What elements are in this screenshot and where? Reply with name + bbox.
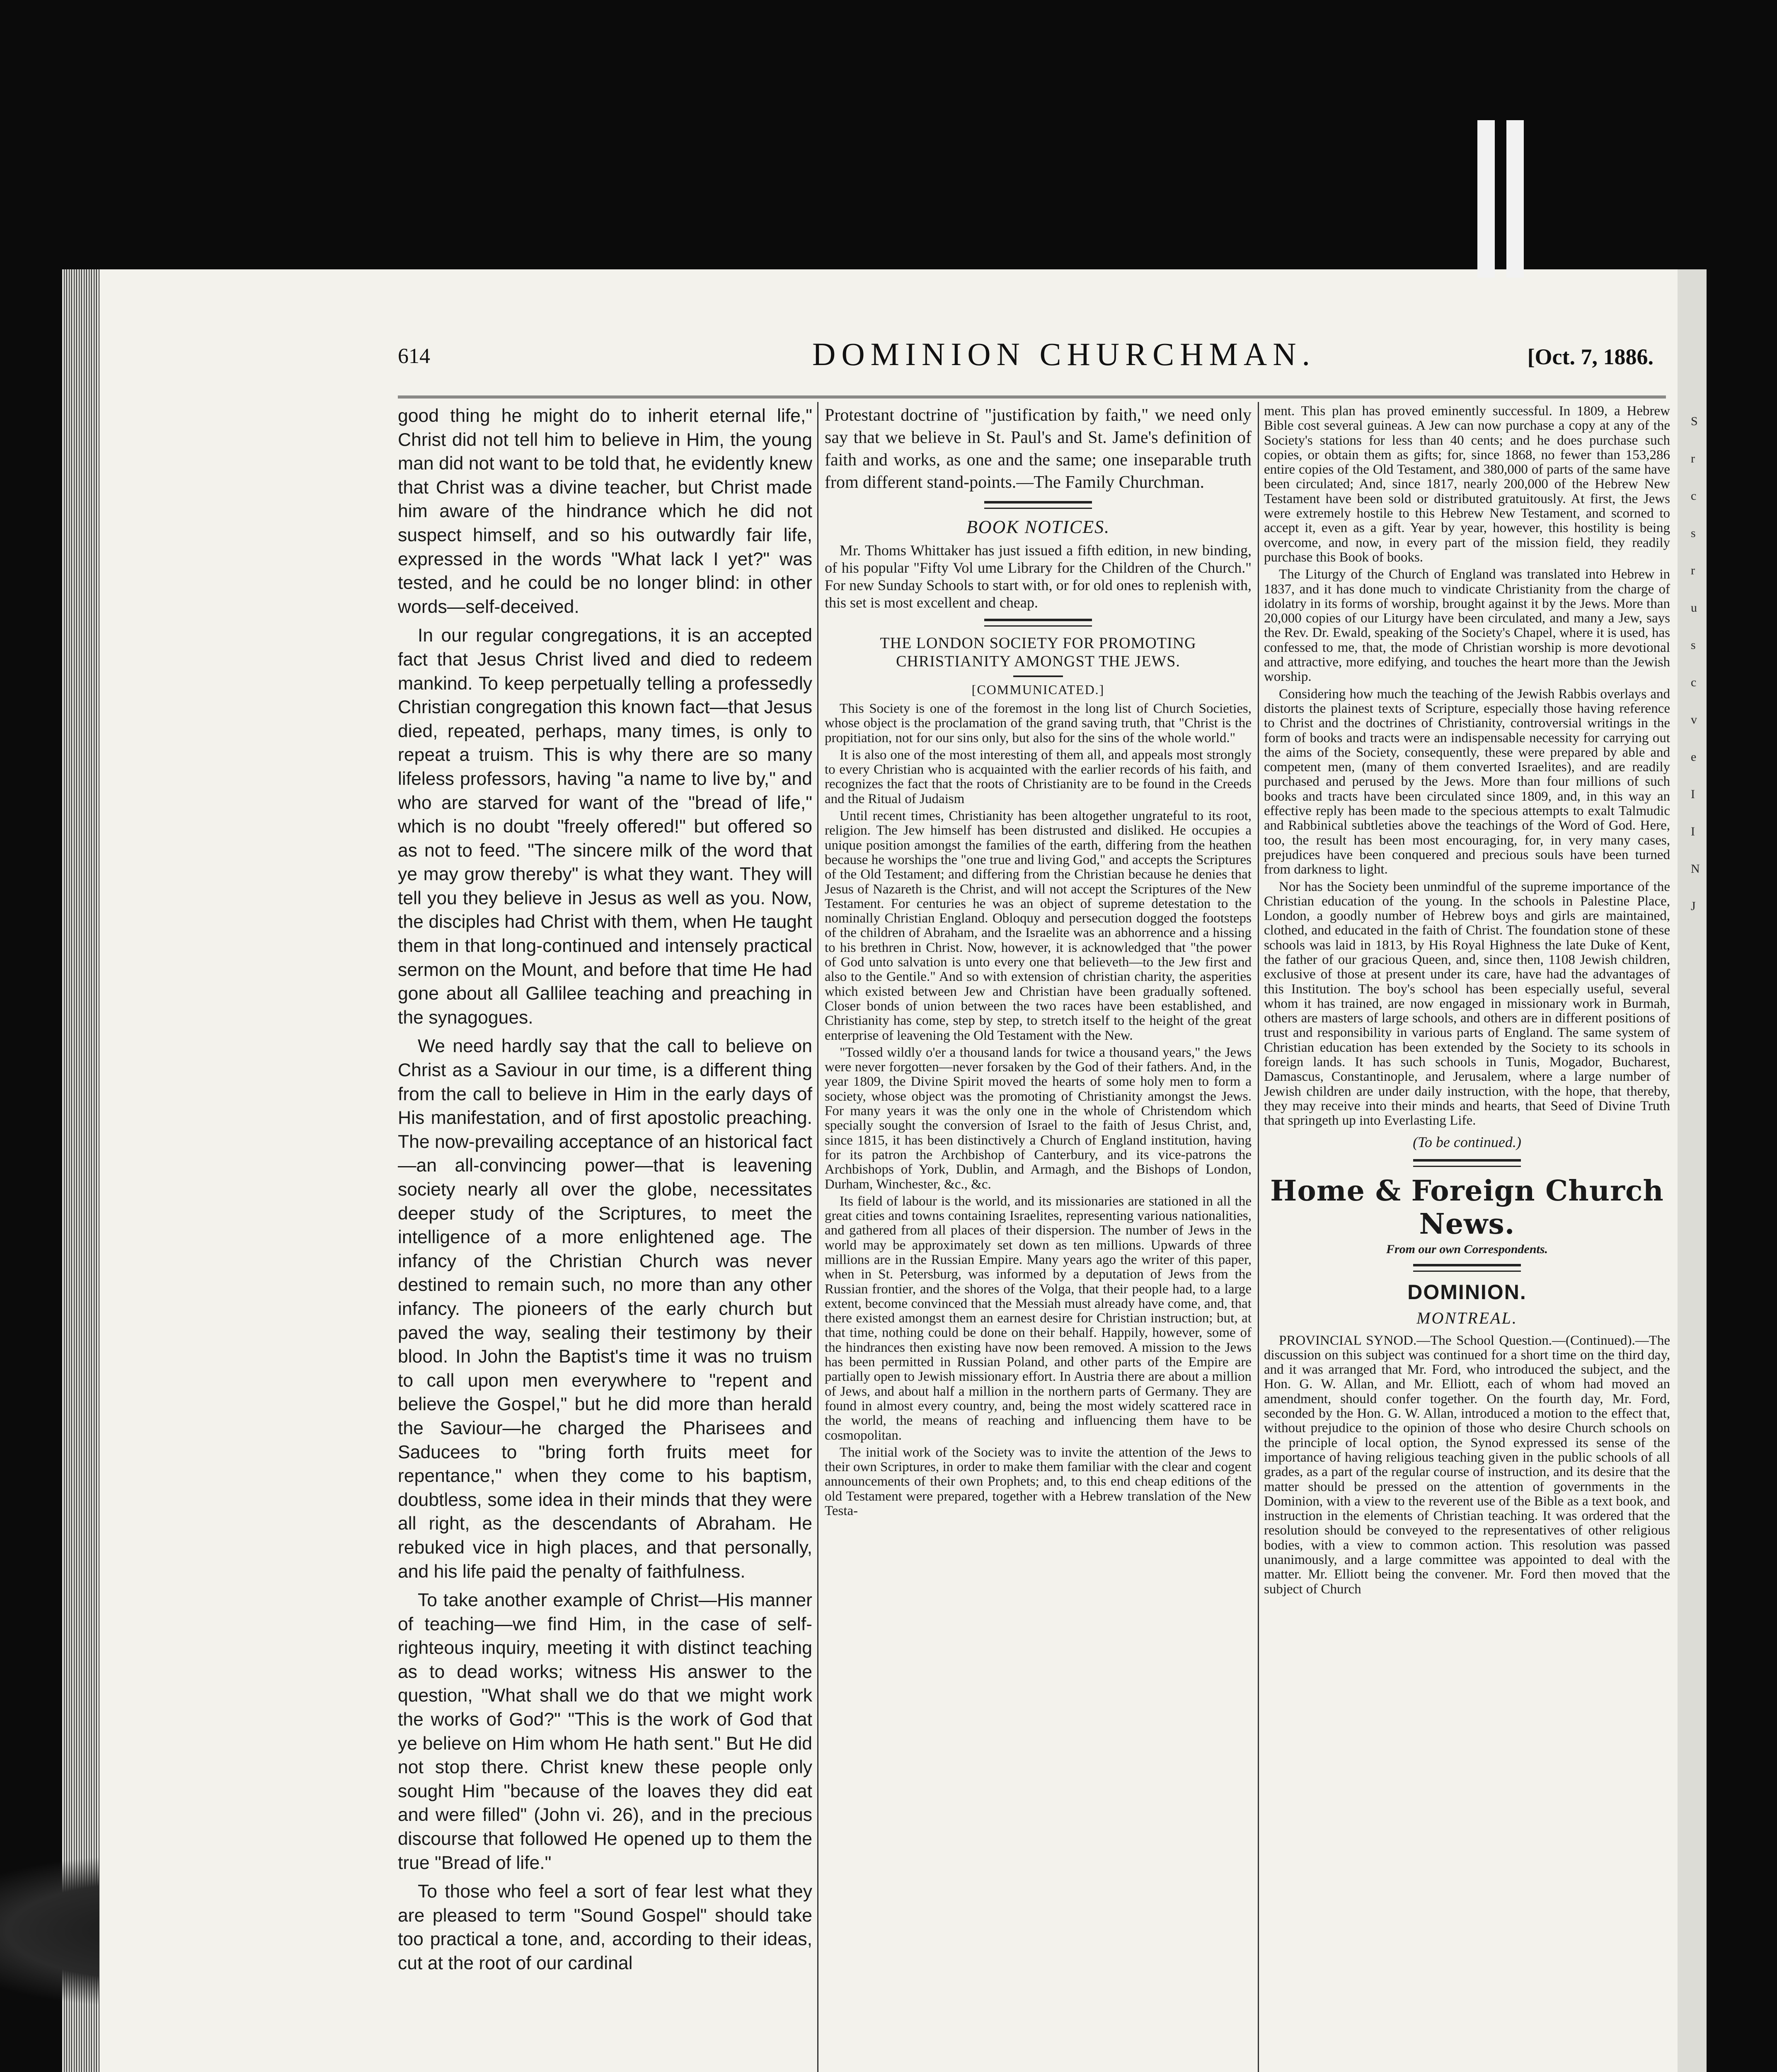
col1-paragraph: good thing he might do to inherit eternal life," Christ did not tell him to believe in Him, the young man did not want to be told that, he evidently knew that Christ was a divine teacher, but Christ made him aware of the hindrance which he did not suspect himself, and so his outwardly fair life, expressed in the words "What lack I yet?" was tested, and he could be no longer blind: in other words—self-deceived. [398,406,812,617]
society-paragraph: "Tossed wildly o'er a thousand lands for twice a thousand years," the Jews were never forgotten—never forsaken by the God of their fathers. And, in the year 1809, the Divine Spirit moved the hearts of some holy men to form a society, whose object was the promoting of Christianity amongst the Jews. For many years it was the only one in the whole of Christendom which specially sought the conversion of Israel to the faith of Jesus Christ, and, since 1815, it has been distinctively a Church of England institution, having for its patron the Archbishop of Canterbury, and its vice-patrons the Archbishops of York, Dublin, and Armagh, and the Bishops of London, Durham, Winchester, &c., &c. [825,1045,1252,1192]
society-paragraph: The initial work of the Society was to invite the attention of the Jews to their own Scriptures, in order to make them familiar with the clear and cogent announcements of their own Prophets; and, to this end cheap editions of the old Testament were prepared, together with a Hebrew translation of the New Testa- [825,1445,1252,1519]
facing-page-letter: r [1691,564,1695,577]
to-be-continued: (To be continued.) [1413,1133,1521,1150]
section-rule [1413,1159,1521,1167]
col1-paragraph: To those who feel a sort of fear lest what they are pleased to term "Sound Gospel" should take too practical a tone, and, according to their ideas, cut at the root of our cardinal [398,1881,812,1973]
society-paragraph: It is also one of the most interesting of them all, and appeals most strongly to every Christian who is acquainted with the earlier records of his faith, and recognizes the fact that the roots of Christianity are to be found in the Creeds and the Ritual of Judaism [825,747,1252,806]
column-rule-2 [1258,402,1259,2072]
section-rule [1413,1264,1521,1272]
synod-paragraph: PROVINCIAL SYNOD.—The School Question.—(Continued).—The discussion on this subject was continued for a short time on the third day, and it was arranged that Mr. Ford, who introduced the subject, and the Hon. G. W. Allan, and Mr. Elliott, each of whom had moved an amendment, should confer together. On the fourth day, Mr. Ford, seconded by the Hon. G. W. Allan, introduced a motion to the effect that, without prejudice to the opinion of those who desire Church schools on the principle of local option, the Synod expressed its sense of the importance of having religious teaching given in the public schools of all grades, as a part of the regular course of instruction, and its desire that the matter should be pressed on the attention of governments in the Dominion, with a view to the reverent use of the Bible as a text book, and instruction in the elements of Christian teaching. It was ordered that the resolution should be conveyed to the representatives of other religious bodies, with a view to common action. This resolution was passed unanimously, and a large committee was appointed to deal with the matter. Mr. Elliott being the convener. Mr. Ford then moved that the subject of Church [1264,1333,1670,1597]
society-paragraph: ment. This plan has proved eminently successful. In 1809, a Hebrew Bible cost several guineas. A Jew can now purchase a copy at any of the Society's stations for less than 40 cents; and he does purchase such copies, or obtain them as gifts; for, since 1868, no fewer than 153,286 entire copies of the Old Testament, and 380,000 of parts of the same have been circulated; And, since 1817, nearly 200,000 of the Hebrew New Testament have been sold or distributed gratuitously. At first, the Jews were extremely hostile to this Hebrew New Testament, and scorned to accept it, even as a gift. Year by year, however, this hostility is being overcome, and now, in every part of the mission field, they readily purchase this Book of books. [1264,404,1670,565]
issue-date: [Oct. 7, 1886. [1527,344,1654,369]
city-montreal: MONTREAL. [1416,1308,1518,1327]
society-paragraph: The Liturgy of the Church of England was translated into Hebrew in 1837, and it has done much to vindicate Christianity from the charge of idolatry in its forms of worship, brought against it by the Jews. More than 20,000 copies of our Liturgy have been circulated, and many a Jew, says the Rev. Dr. Ewald, speaking of the Society's Chapel, where it is used, has confessed to me, that, the mode of Christian worship is more devotional and attractive, more edifying, and touches the heart more than the Jewish worship. [1264,567,1670,685]
section-rule [984,619,1092,627]
column-2 [825,404,1252,1521]
society-heading: THE LONDON SOCIETY FOR PROMOTING CHRISTIANITY AMONGST THE JEWS. [880,634,1196,670]
news-subheading: From our own Correspondents. [1386,1242,1548,1256]
short-rule [1013,675,1063,677]
facing-page-letter: r [1691,452,1695,465]
col1-paragraph: To take another example of Christ—His manner of teaching—we find Him, in the case of self-righteous inquiry, meeting it with distinct teaching as to dead works; witness His answer to the question, "What shall we do that we might work the works of God?" "This is the work of God that ye believe on Him whom He hath sent." But He did not stop there. Christ knew these people only sought Him "because of the loaves they did eat and were filled" (John vi. 26), and in the precious discourse that followed He opened up to them the true "Bread of life." [398,1590,812,1873]
facing-page-letter: s [1691,526,1696,540]
facing-page-letter: u [1691,601,1697,615]
facing-page-letter: I [1691,825,1695,838]
column-3 [1264,404,1670,1599]
col1-paragraph: In our regular congregations, it is an accepted fact that Jesus Christ lived and died to redeem mankind. To keep perpetually telling a professedly Christian congregation this known fact—that Jesus died, repeated, perhaps, many times, is only to repeat a truism. This is why there are so many lifeless professors, having "a name to live by," and who are starved for want of the "bread of life," which is no doubt "freely offered!" but offered so as not to feed. "The sincere milk of the word that ye may grow thereby" is what they want. They will tell you they believe in Jesus as well as you. Now, the disciples had Christ with them, when He taught them in that long-continued and intensely practical sermon on the Mount, and before that time He had gone about all Gallilee teaching and preaching in the synagogues. [398,625,812,1028]
scanner-bar-left [1477,120,1495,278]
section-rule [984,501,1092,509]
facing-page-letter: I [1691,787,1695,801]
facing-page-letter: e [1691,750,1697,764]
society-paragraph: This Society is one of the foremost in the long list of Church Societies, whose object is the proclamation of the grand saving truth, that "Christ is the propitiation, not for our sins only, but also for the sins of the whole world." [825,701,1252,746]
scanner-bar-right [1506,120,1524,278]
facing-page-letter: S [1691,414,1698,428]
facing-page-letter: N [1691,862,1700,876]
society-paragraph: Until recent times, Christianity has been altogether ungrateful to its root, religion. The Jew himself has been distrusted and disliked. He occupies a unique position amongst the families of the earth, differing from the heathen because he worships the "one true and living God," and accepts the Scriptures of the Old Testament; and differing from the Christian because he denies that Jesus of Nazareth is the Christ, and will not accept the Scriptures of the New Testament. For centuries he was an object of supreme detestation to the nominally Christian England. Obloquy and persecution dogged the footsteps of the children of Abraham, and the Israelite was an abhorrence and a hissing to his brethren in Christ. Now, however, it is acknowledged that "the power of God unto salvation is unto every one that believeth—to the Jew first and also to the Gentile." And so with extension of christian charity, the asperities which existed between Jew and Christian have been gradually softened. Closer bonds of union between the two races have been established, and Christianity has come, step by step, to stretch itself to the height of the great enterprise of leavening the Old Testament with the New. [825,808,1252,1043]
facing-page-letter: s [1691,638,1696,652]
masthead: DOMINION CHURCHMAN. [812,336,1316,372]
facing-page-letter: J [1691,899,1696,913]
facing-page-letter: c [1691,675,1697,689]
header-rule [398,396,1666,398]
col1-paragraph: We need hardly say that the call to believe on Christ as a Saviour in our time, is a different thing from the call to believe in Him in the early days of His manifestation, and of first apostolic preaching. The now-prevailing acceptance of an historical fact—an all-convincing power—that is leavening society nearly all over the globe, necessitates deeper study of the Scriptures, to meet the intelligence of a more enlightened age. The infancy of the Christian Church was never destined to remain such, no more than any other infancy. The pioneers of the early church but paved the way, sealing their testimony by their blood. In John the Baptist's time it was no truism to call upon men everywhere to "repent and believe the Gospel," but he did more than herald the Saviour—he charged the Pharisees and Saducees to "bring forth fruits meet for repentance," when they come to his baptism, doubtless, some idea in their minds that they were all right, as the descendants of Abraham. He rebuked vice in high places, and that personally, and his life paid the penalty of faithfulness. [398,1036,812,1582]
book-edge-pages [62,269,99,2072]
facing-page-letter: v [1691,713,1697,726]
page-header [398,336,1666,381]
section-dominion: DOMINION. [1407,1280,1527,1304]
communicated-tag: [COMMUNICATED.] [971,682,1105,697]
col2-intro: Protestant doctrine of "justification by faith," we need only say that we believe in St. Paul's and St. Jame's definition of faith and works, as one and the same; one inseparable truth from different stand-points.—The Family Churchman. [825,406,1252,492]
society-paragraph: Considering how much the teaching of the Jewish Rabbis overlays and distorts the plainest texts of Scripture, especially those having reference to Christ and the doctrines of Christianity, controversial writings in the form of books and tracts were an indispensable necessity for carrying out the aims of the Society, consequently, these were prepared by able and competent men, (many of them converted Israelites), and are readily purchased and perused by the Jews. More than four millions of such books and tracts have been circulated since 1809, and, in this way an effective reply has been made to the specious attempts to exalt Talmudic and Rabbinical subtleties above the teachings of the Word of God. Here, too, the result has been most encouraging, for, in very many cases, prejudices have been conquered and precious souls have been turned from darkness to light. [1264,686,1670,877]
page-number: 614 [398,344,430,368]
news-heading: Home & Foreign Church News. [1270,1174,1664,1241]
society-paragraph: Its field of labour is the world, and its missionaries are stationed in all the great cities and towns containing Israelites, representing various nationalities, and gathered from all places of their dispersion. The number of Jews in the world may be approximately set down as ten millions. Upwards of three millions are in the Russian Empire. Many years ago the writer of this paper, when in St. Petersburg, was informed by a deputation of Jews from the Russian frontier, and the shores of the Volga, that their people had, to a large extent, become convinced that the Messiah must already have come, and, that there existed amongst them an earnest desire for Christian instruction; but, at that time, nothing could be done on their behalf. Happily, however, some of the hindrances then existing have now been removed. A mission to the Jews has been permitted in Russian Poland, and other parts of the Empire are partially open to Jewish missionary effort. In Austria there are about a million of Jews, and about half a million in the northern parts of Germany. They are found in almost every country, and, being the most widely scattered race in the world, the means of reaching and influencing them have to be cosmopolitan. [825,1193,1252,1443]
book-notice: Mr. Thoms Whittaker has just issued a fifth edition, in new binding, of his popular "Fifty Vol ume Library for the Children of the Church." For new Sunday Schools to start with, or for old ones to replenish with, this set is most excellent and cheap. [825,542,1252,611]
society-paragraph: Nor has the Society been unmindful of the supreme importance of the Christian education of the young. In the schools in Palestine Place, London, a goodly number of Hebrew boys and girls are maintained, clothed, and educated in the faith of Christ. The foundation stone of these schools was laid in 1813, by His Royal Highness the late Duke of Kent, the father of our gracious Queen, and, since then, 1108 Jewish children, exclusive of those at present under its care, have had the advantages of this Institution. The boy's school has been especially useful, several whom it has trained, are now engaged in missionary work in Burmah, others are masters of large schools, and others are in different positions of trust and responsibility in various parts of England. The same system of Christian education has been extended by the Society to its schools in foreign lands. It has such schools in Tunis, Mogador, Bucharest, Damascus, Constantinople, and Jerusalem, where a large number of Jewish children are under daily instruction, with the hope, that thereby, they may receive into their minds and hearts, that Seed of Divine Truth that springeth up into Everlasting Life. [1264,879,1670,1128]
column-1 [398,404,812,1980]
facing-page-letter: c [1691,489,1697,503]
column-rule-1 [817,402,818,2072]
book-notices-heading: BOOK NOTICES. [966,517,1110,537]
